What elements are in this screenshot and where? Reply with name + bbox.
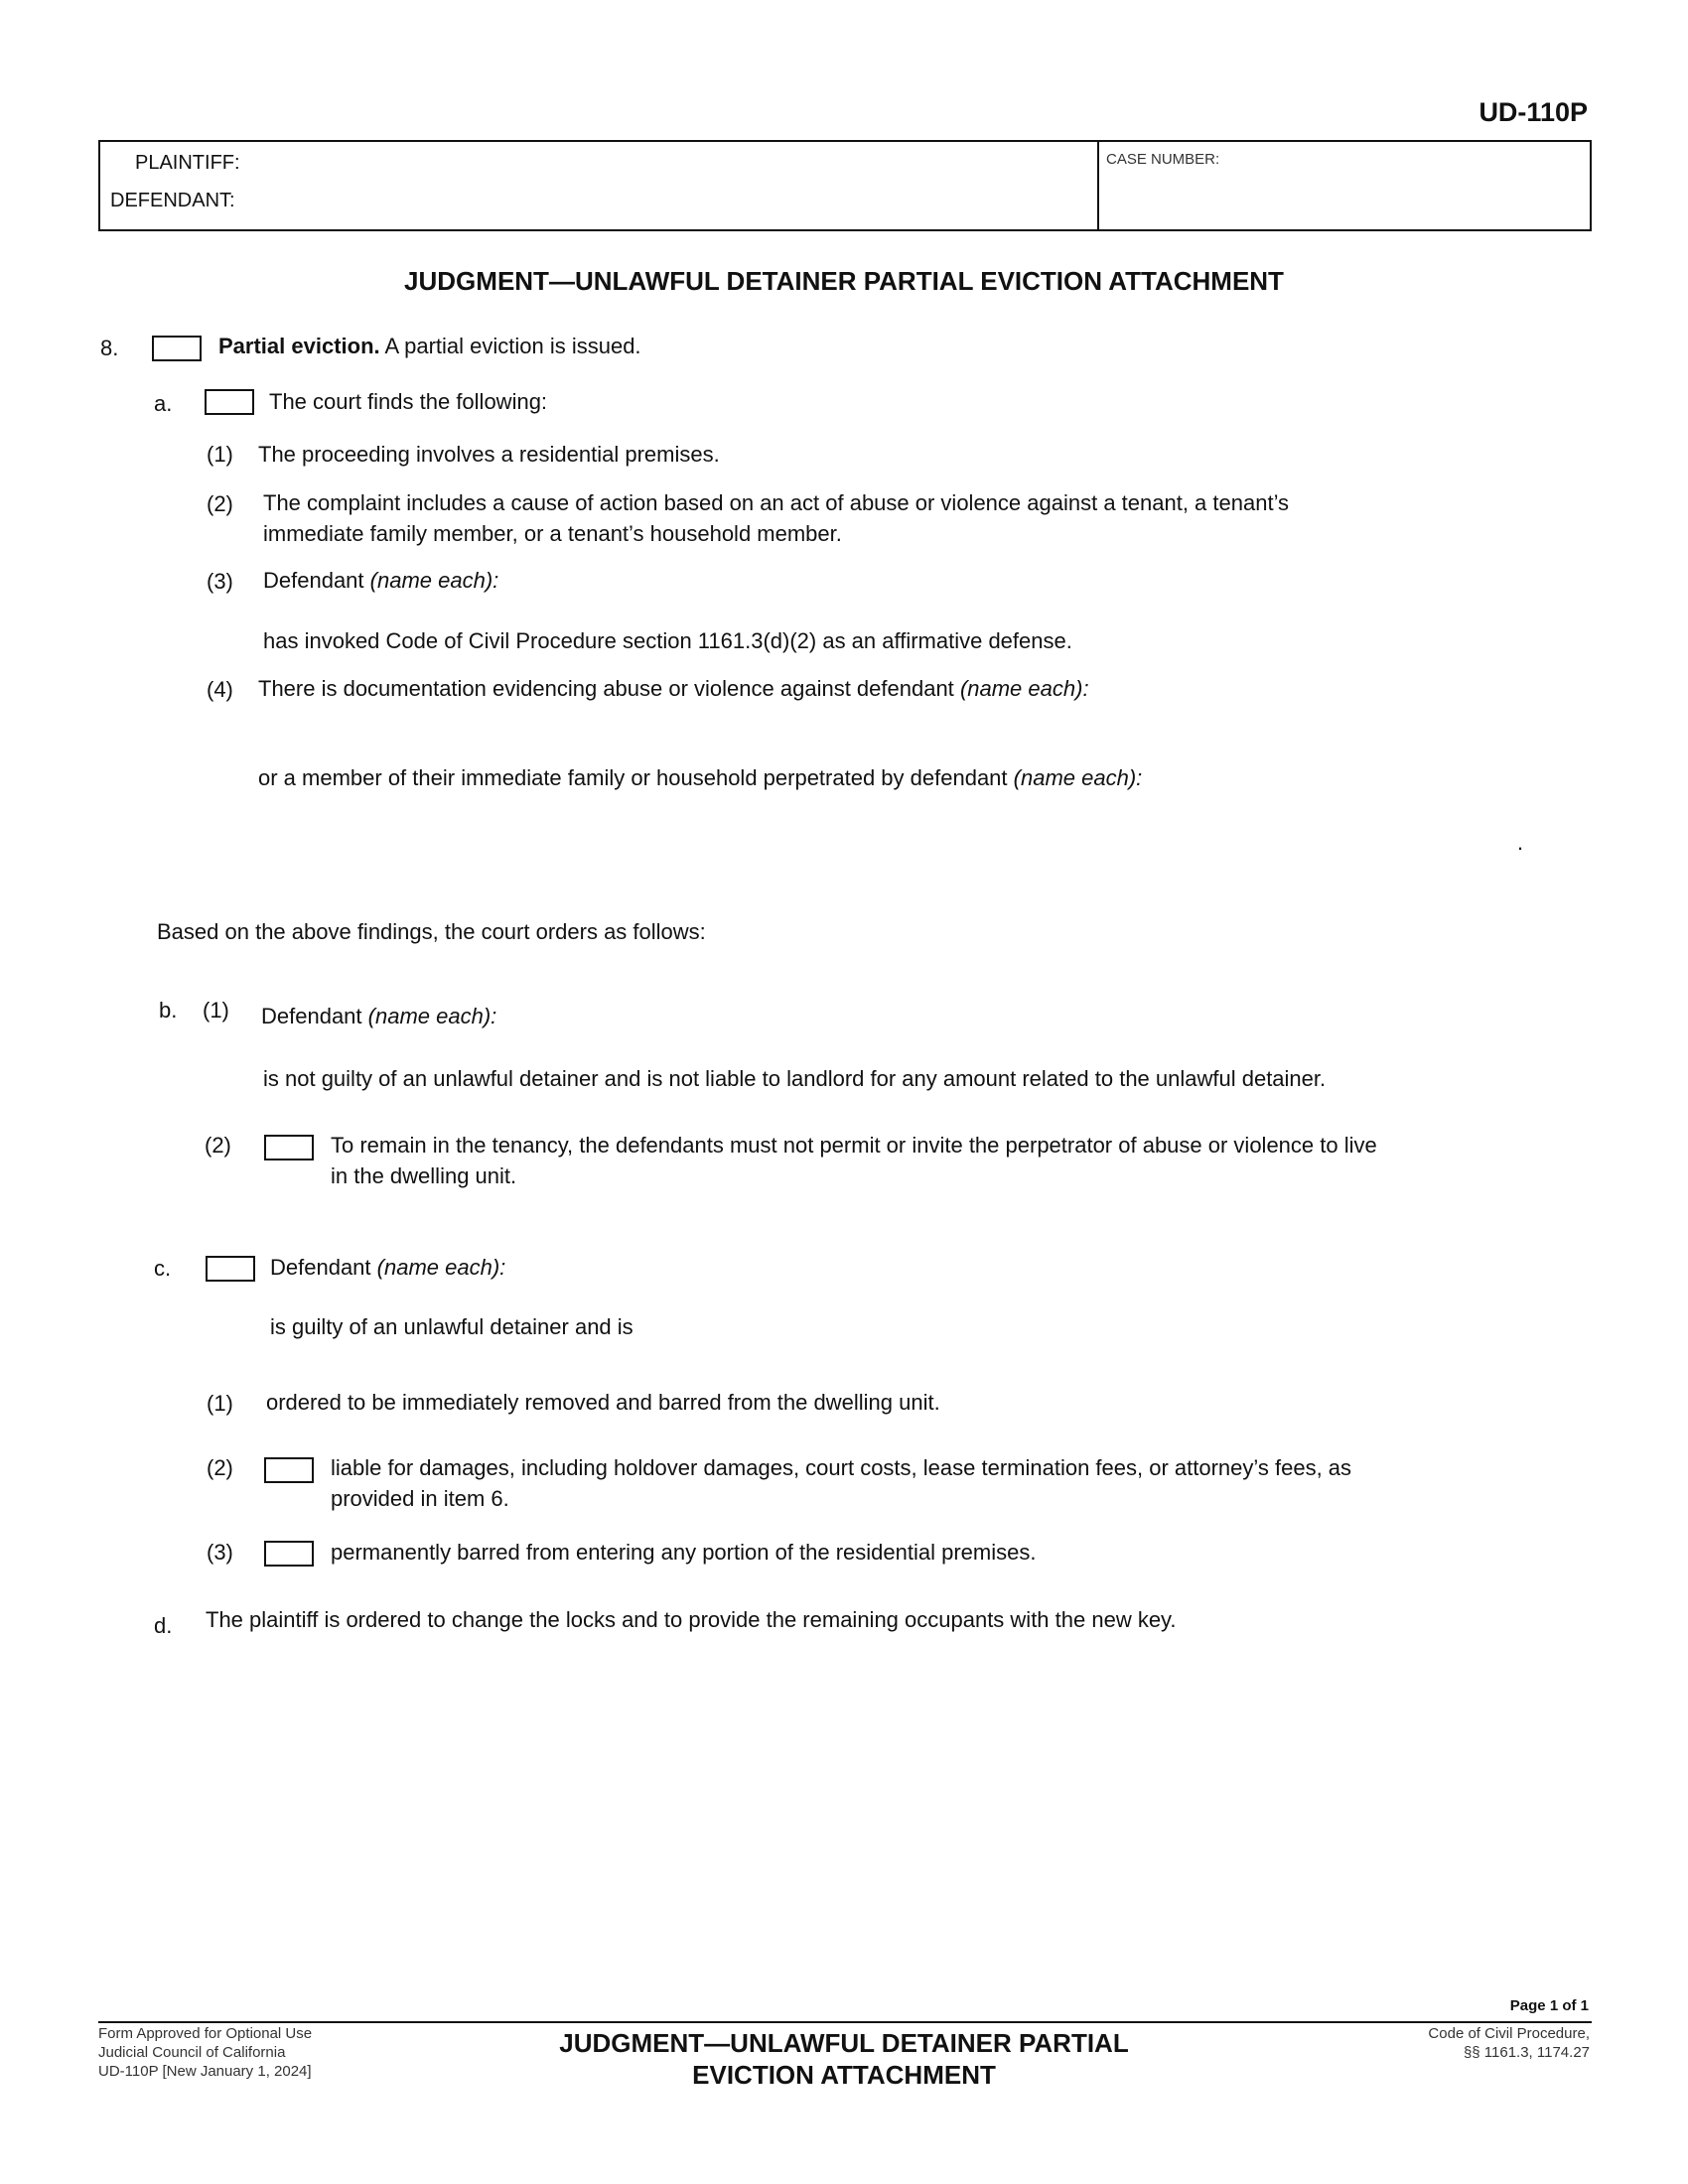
footer-right-line-1: Code of Civil Procedure, — [1428, 2025, 1590, 2042]
finding-4-num: (4) — [207, 677, 233, 702]
item-c-cont: is guilty of an unlawful detainer and is — [270, 1314, 633, 1339]
finding-4-cont-body: or a member of their immediate family or household perpetrated by defendant — [258, 765, 1008, 790]
page-title: JUDGMENT—UNLAWFUL DETAINER PARTIAL EVICTION ATTACHMENT — [404, 266, 1284, 296]
footer-right-line-2: §§ 1161.3, 1174.27 — [1463, 2044, 1590, 2061]
finding-3-names-field[interactable] — [541, 566, 1538, 598]
plaintiff-field[interactable] — [249, 148, 1087, 178]
order-c1-num: (1) — [207, 1391, 233, 1416]
finding-1-num: (1) — [207, 442, 233, 467]
finding-3-text — [263, 566, 498, 596]
court-finds-checkbox[interactable] — [205, 389, 254, 415]
item-d-text: The plaintiff is ordered to change the locks and to provide the remaining occupants with the new key. — [206, 1607, 1177, 1632]
order-b2-checkbox[interactable] — [264, 1135, 314, 1160]
order-b2-num: (2) — [205, 1133, 231, 1158]
order-c2-line-1: liable for damages, including holdover damages, court costs, lease termination fees, or attorney’s fees, as — [331, 1455, 1352, 1480]
plaintiff-label: PLAINTIFF: — [135, 152, 240, 174]
based-on-findings: Based on the above findings, the court orders as follows: — [157, 919, 706, 944]
finding-4-text — [258, 674, 1089, 704]
order-b1-text — [261, 1002, 496, 1031]
caption-box — [98, 140, 1592, 231]
item-c-defendant: Defendant — [270, 1255, 371, 1280]
item-c-checkbox[interactable] — [206, 1256, 255, 1282]
footer-left-line-3: UD-110P [New January 1, 2024] — [98, 2063, 312, 2080]
footer-title — [447, 2027, 1241, 2091]
finding-3-name-each: (name each): — [369, 568, 499, 593]
finding-4-name-each: (name each): — [959, 676, 1089, 701]
order-c2-line-2: provided in item 6. — [331, 1486, 509, 1511]
order-b2-line-1: To remain in the tenancy, the defendants must not permit or invite the perpetrator of abuse or violence to live — [331, 1133, 1377, 1158]
finding-2-line-1: The complaint includes a cause of action based on an act of abuse or violence against a tenant, a tenant’s — [263, 490, 1290, 515]
order-c1-text: ordered to be immediately removed and barred from the dwelling unit. — [266, 1390, 940, 1415]
case-number-field[interactable] — [1106, 182, 1577, 217]
form-number: UD-110P — [1478, 97, 1588, 127]
caption-divider — [1097, 142, 1099, 229]
item-8-text — [218, 332, 641, 361]
item-c-name-each: (name each): — [376, 1255, 506, 1280]
footer-left — [98, 2024, 312, 2081]
order-c2-num: (2) — [207, 1455, 233, 1480]
finding-3-cont: has invoked Code of Civil Procedure section 1161.3(d)(2) as an affirmative defense. — [263, 628, 1072, 653]
item-b-letter: b. — [159, 998, 178, 1023]
order-c3-num: (3) — [207, 1540, 233, 1565]
footer-rule — [98, 2021, 1592, 2023]
finding-3-defendant: Defendant — [263, 568, 364, 593]
footer-title-line-1: JUDGMENT—UNLAWFUL DETAINER PARTIAL — [559, 2028, 1129, 2058]
defendant-label: DEFENDANT: — [110, 190, 235, 211]
order-c3-checkbox[interactable] — [264, 1541, 314, 1567]
item-c-names-field[interactable] — [541, 1253, 1538, 1285]
footer-left-line-1: Form Approved for Optional Use — [98, 2025, 313, 2042]
finding-4-body: There is documentation evidencing abuse or violence against defendant — [258, 676, 954, 701]
finding-2-line-2: immediate family member, or a tenant’s household member. — [263, 521, 842, 546]
finding-3-num: (3) — [207, 569, 233, 594]
partial-eviction-checkbox[interactable] — [152, 336, 202, 361]
defendant-field[interactable] — [249, 188, 1087, 217]
item-8-heading: Partial eviction. — [218, 334, 380, 358]
order-c2-checkbox[interactable] — [264, 1457, 314, 1483]
order-b1-names-field[interactable] — [541, 1002, 1538, 1033]
finding-4-perpetrator-field[interactable] — [258, 802, 1533, 834]
item-8-number: 8. — [100, 336, 119, 360]
order-c3-text: permanently barred from entering any portion of the residential premises. — [331, 1540, 1037, 1565]
finding-4-cont-name-each: (name each): — [1013, 765, 1143, 790]
order-b1-defendant: Defendant — [261, 1004, 362, 1028]
item-c-letter: c. — [154, 1256, 172, 1281]
footer-left-line-2: Judicial Council of California — [98, 2044, 286, 2061]
footer-right — [1428, 2024, 1590, 2062]
finding-4-names-field[interactable] — [258, 715, 1533, 747]
order-b1-num: (1) — [203, 998, 229, 1023]
court-finds-text: The court finds the following: — [269, 389, 548, 414]
item-a-letter: a. — [154, 391, 173, 416]
stray-period: . — [1517, 830, 1524, 855]
finding-1-text: The proceeding involves a residential premises. — [258, 442, 720, 467]
footer-title-line-2: EVICTION ATTACHMENT — [692, 2060, 996, 2090]
order-b1-name-each: (name each): — [367, 1004, 497, 1028]
case-number-label: CASE NUMBER: — [1106, 151, 1220, 168]
finding-2-num: (2) — [207, 491, 233, 516]
page-indicator: Page 1 of 1 — [1509, 1997, 1589, 2014]
order-b2-line-2: in the dwelling unit. — [331, 1163, 517, 1188]
item-c-text — [270, 1253, 505, 1283]
item-d-letter: d. — [154, 1613, 173, 1638]
finding-4-cont — [258, 763, 1142, 793]
item-8-body: A partial eviction is issued. — [384, 334, 641, 358]
order-b1-cont: is not guilty of an unlawful detainer and is not liable to landlord for any amount related to the unlawful detainer. — [263, 1066, 1327, 1091]
